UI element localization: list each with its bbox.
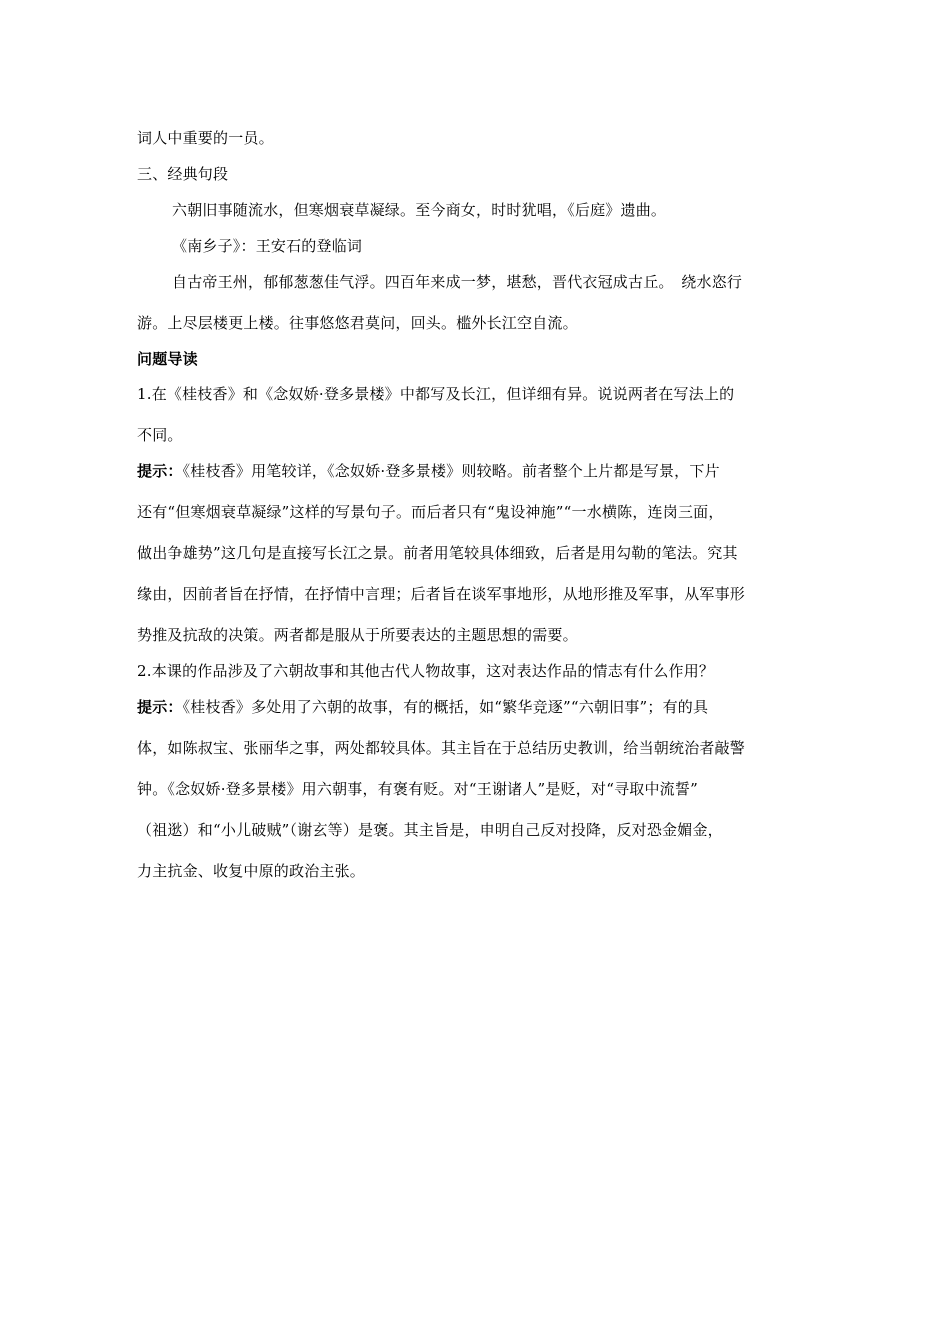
answer-1-line: 缘由，因前者旨在抒情，在抒情中言理；后者旨在谈军事地形，从地形推及军事，从军事形 [137, 585, 746, 603]
answer-1-line: 还有“但寒烟衰草凝绿”这样的写景句子。而后者只有“鬼设神施”“一水横陈，连岗三面， [137, 503, 724, 521]
answer-text: 《桂枝香》多处用了六朝的故事，有的概括，如“繁华竞逐”“六朝旧事”；有的具 [182, 698, 709, 716]
answer-1-line [137, 461, 720, 481]
question-2-line: 2.本课的作品涉及了六朝故事和其他古代人物故事，这对表达作品的情志有什么作用？ [137, 662, 715, 680]
quote-line: 六朝旧事随流水，但寒烟衰草凝绿。至今商女，时时犹唱，《后庭》遗曲。 [172, 201, 667, 219]
guide-heading: 问题导读 [137, 350, 198, 368]
question-1-line: 1.在《桂枝香》和《念奴娇·登多景楼》中都写及长江，但详细有异。说说两者在写法上的 [137, 385, 735, 403]
text-line: 词人中重要的一员。 [137, 129, 274, 147]
poem-title: 《南乡子》：王安石的登临词 [172, 237, 363, 255]
answer-2-line: 力主抗金、收复中原的政治主张。 [137, 862, 366, 880]
section-heading: 三、经典句段 [137, 165, 229, 183]
answer-2-line: 体，如陈叔宝、张丽华之事，两处都较具体。其主旨在于总结历史教训，给当朝统治者敲警 [137, 739, 746, 757]
answer-1-line: 势推及抗敌的决策。两者都是服从于所要表达的主题思想的需要。 [137, 626, 578, 644]
question-1-line: 不同。 [137, 426, 183, 444]
answer-2-line [137, 697, 708, 717]
answer-text: 《桂枝香》用笔较详，《念奴娇·登多景楼》则较略。前者整个上片都是写景，下片 [182, 462, 720, 480]
poem-line: 自古帝王州，郁郁葱葱佳气浮。四百年来成一梦，堪愁，晋代衣冠成古丘。 绕水恣行 [172, 273, 743, 291]
hint-label: 提示： [137, 698, 183, 716]
answer-1-line: 做出争雄势”这几句是直接写长江之景。前者用笔较具体细致，后者是用勾勒的笔法。究其 [137, 544, 738, 562]
hint-label: 提示： [137, 462, 183, 480]
answer-2-line: 钟。《念奴娇·登多景楼》用六朝事，有褒有贬。对“王谢诸人”是贬，对“寻取中流誓” [137, 780, 698, 798]
answer-2-line: （祖逖）和“小儿破贼”（谢玄等）是褒。其主旨是，申明自己反对投降，反对恐金媚金， [137, 821, 723, 839]
poem-line: 游。上尽层楼更上楼。往事悠悠君莫问，回头。槛外长江空自流。 [137, 314, 578, 332]
